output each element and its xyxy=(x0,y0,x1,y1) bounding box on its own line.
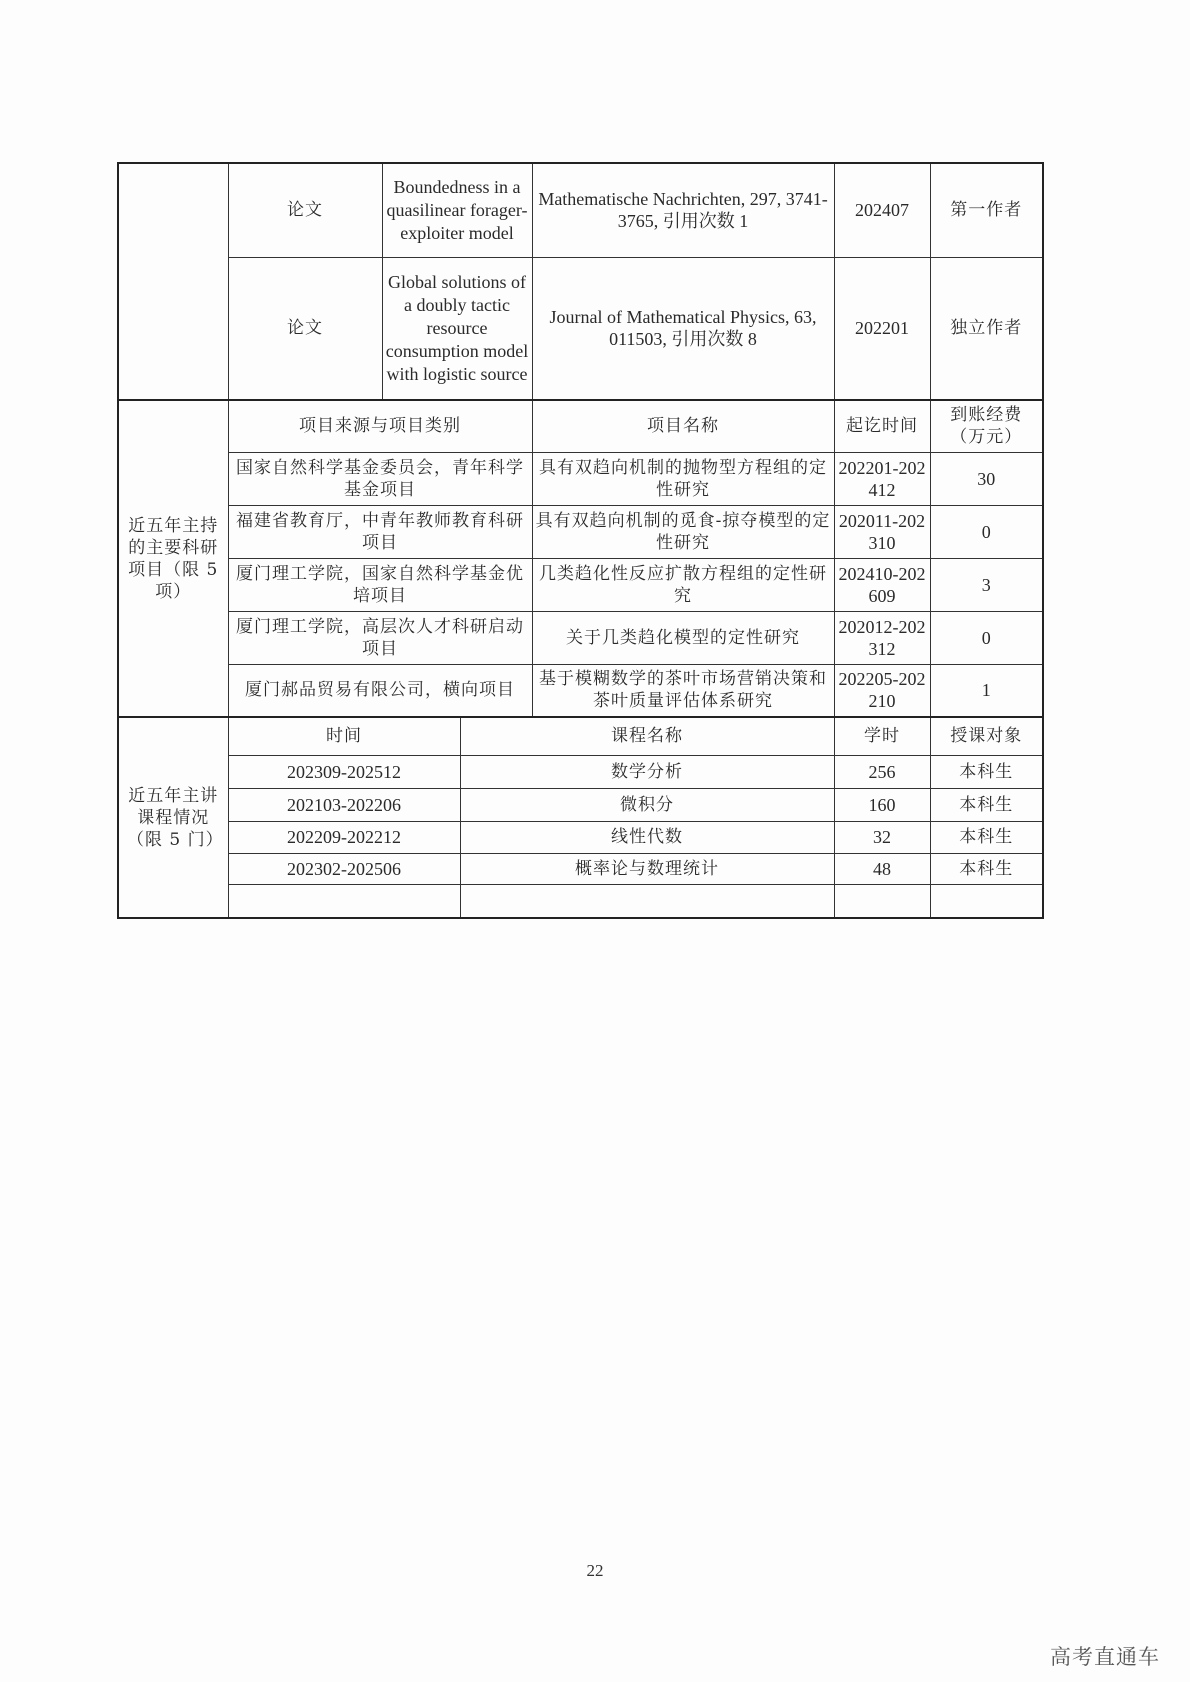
header-course-time: 时间 xyxy=(228,717,460,755)
project-row xyxy=(118,664,1043,717)
project-period: 202012-202312 xyxy=(834,611,930,664)
paper-type: 论文 xyxy=(228,257,382,400)
course-hours: 32 xyxy=(834,821,930,853)
project-funding: 1 xyxy=(930,664,1043,717)
course-target xyxy=(930,884,1043,918)
project-name: 几类趋化性反应扩散方程组的定性研究 xyxy=(532,558,834,611)
course-time: 202309-202512 xyxy=(228,755,460,788)
qualification-table xyxy=(117,162,1044,919)
course-name: 概率论与数理统计 xyxy=(460,853,834,884)
project-name: 具有双趋向机制的抛物型方程组的定性研究 xyxy=(532,452,834,505)
course-name xyxy=(460,884,834,918)
project-row xyxy=(118,558,1043,611)
course-hours: 160 xyxy=(834,788,930,821)
project-funding: 0 xyxy=(930,611,1043,664)
course-name: 数学分析 xyxy=(460,755,834,788)
papers-section-label xyxy=(118,163,228,400)
course-hours: 48 xyxy=(834,853,930,884)
course-time xyxy=(228,884,460,918)
paper-row xyxy=(118,163,1043,257)
project-period: 202410-202609 xyxy=(834,558,930,611)
project-funding: 30 xyxy=(930,452,1043,505)
document-table-area xyxy=(117,162,1042,919)
course-row xyxy=(118,821,1043,853)
project-funding: 3 xyxy=(930,558,1043,611)
project-source: 国家自然科学基金委员会，青年科学基金项目 xyxy=(228,452,532,505)
header-course-name: 课程名称 xyxy=(460,717,834,755)
course-time: 202209-202212 xyxy=(228,821,460,853)
project-source: 厦门理工学院，高层次人才科研启动项目 xyxy=(228,611,532,664)
course-row xyxy=(118,788,1043,821)
paper-role: 独立作者 xyxy=(930,257,1043,400)
project-name: 关于几类趋化模型的定性研究 xyxy=(532,611,834,664)
header-project-funding: 到账经费（万元） xyxy=(930,400,1043,452)
course-hours: 256 xyxy=(834,755,930,788)
course-target: 本科生 xyxy=(930,755,1043,788)
project-row xyxy=(118,611,1043,664)
project-row xyxy=(118,505,1043,558)
course-row xyxy=(118,755,1043,788)
header-course-hours: 学时 xyxy=(834,717,930,755)
course-target: 本科生 xyxy=(930,821,1043,853)
project-period: 202201-202412 xyxy=(834,452,930,505)
project-period: 202011-202310 xyxy=(834,505,930,558)
project-source: 福建省教育厅，中青年教师教育科研项目 xyxy=(228,505,532,558)
paper-type: 论文 xyxy=(228,163,382,257)
header-project-name: 项目名称 xyxy=(532,400,834,452)
project-funding: 0 xyxy=(930,505,1043,558)
course-name: 微积分 xyxy=(460,788,834,821)
paper-venue: Journal of Mathematical Physics, 63, 011503, 引用次数 8 xyxy=(532,257,834,400)
course-row xyxy=(118,853,1043,884)
course-time: 202103-202206 xyxy=(228,788,460,821)
project-name: 基于模糊数学的茶叶市场营销决策和茶叶质量评估体系研究 xyxy=(532,664,834,717)
watermark-text: 高考直通车 xyxy=(1050,1645,1160,1669)
course-hours xyxy=(834,884,930,918)
course-target: 本科生 xyxy=(930,853,1043,884)
course-name: 线性代数 xyxy=(460,821,834,853)
courses-header-row xyxy=(118,717,1043,755)
paper-title: Boundedness in a quasilinear forager-exploiter model xyxy=(382,163,532,257)
project-name: 具有双趋向机制的觅食-掠夺模型的定性研究 xyxy=(532,505,834,558)
course-row-empty xyxy=(118,884,1043,918)
paper-venue: Mathematische Nachrichten, 297, 3741-3765, 引用次数 1 xyxy=(532,163,834,257)
course-time: 202302-202506 xyxy=(228,853,460,884)
courses-section-label: 近五年主讲课程情况（限 5 门） xyxy=(118,717,228,918)
course-target: 本科生 xyxy=(930,788,1043,821)
project-period: 202205-202210 xyxy=(834,664,930,717)
paper-title: Global solutions of a doubly tactic resource consumption model with logistic source xyxy=(382,257,532,400)
header-project-source: 项目来源与项目类别 xyxy=(228,400,532,452)
project-row xyxy=(118,452,1043,505)
project-source: 厦门理工学院，国家自然科学基金优培项目 xyxy=(228,558,532,611)
paper-date: 202201 xyxy=(834,257,930,400)
header-project-period: 起讫时间 xyxy=(834,400,930,452)
paper-row xyxy=(118,257,1043,400)
projects-section-label: 近五年主持的主要科研项目（限 5 项） xyxy=(118,400,228,717)
paper-date: 202407 xyxy=(834,163,930,257)
project-source: 厦门郝品贸易有限公司，横向项目 xyxy=(228,664,532,717)
header-course-target: 授课对象 xyxy=(930,717,1043,755)
paper-role: 第一作者 xyxy=(930,163,1043,257)
projects-header-row xyxy=(118,400,1043,452)
page-number: 22 xyxy=(586,1561,604,1580)
